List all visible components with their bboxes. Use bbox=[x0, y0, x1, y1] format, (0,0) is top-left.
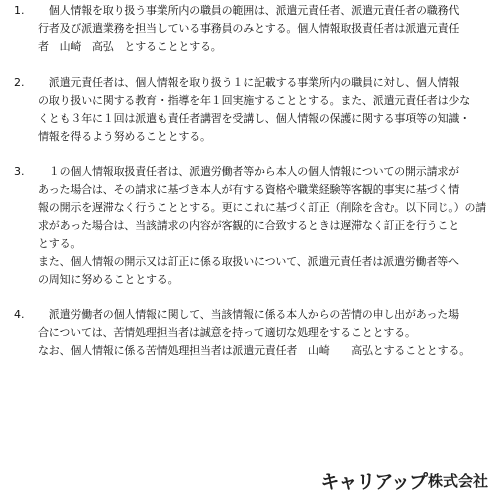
item-number: 3. bbox=[14, 165, 25, 178]
text-line: 情報を得るよう努めることとする。 bbox=[38, 130, 211, 143]
text-line: 求があった場合は、当該請求の内容が客観的に合致するときは遅滞なく訂正を行うこと bbox=[38, 219, 460, 232]
text-line: の取り扱いに関する教育・指導を年１回実施することとする。また、派遣元責任者は少な bbox=[38, 94, 470, 107]
item-body bbox=[38, 74, 498, 146]
item-body bbox=[38, 163, 498, 289]
item-number: 1. bbox=[14, 4, 25, 17]
text-line: 個人情報を取り扱う事業所内の職員の範囲は、派遣元責任者、派遣元責任者の職務代 bbox=[38, 4, 460, 17]
text-line: 者 山崎 高弘 とすることとする。 bbox=[38, 40, 222, 53]
text-line: 派遣労働者の個人情報に関して、当該情報に係る本人からの苦情の申し出があった場 bbox=[38, 308, 459, 321]
text-line: なお、個人情報に係る苦情処理担当者は派遣元責任者 山崎 高弘とすることとする。 bbox=[38, 344, 470, 357]
text-line: 報の開示を遅滞なく行うこととする。更にこれに基づく訂正（削除を含む。以下同じ。）の請 bbox=[38, 201, 487, 214]
text-line: 合については、苦情処理担当者は誠意を持って適切な処理をすることとする。 bbox=[38, 326, 416, 339]
logo-corp-text: 株式会社 bbox=[427, 471, 488, 490]
item-number: 2. bbox=[14, 76, 25, 89]
logo-brand-text: キャリアップ bbox=[320, 470, 427, 493]
text-line: あった場合は、その請求に基づき本人が有する資格や職業経験等客観的事実に基づく情 bbox=[38, 183, 460, 196]
text-line: の周知に努めることとする。 bbox=[38, 273, 179, 286]
text-line: また、個人情報の開示又は訂正に係る取扱いについて、派遣元責任者は派遣労働者等へ bbox=[38, 255, 459, 268]
text-line: 行者及び派遣業務を担当している事務員のみとする。個人情報取扱責任者は派遣元責任 bbox=[38, 22, 460, 35]
item-number: 4. bbox=[14, 308, 25, 321]
text-line: くとも３年に１回は派遣も責任者講習を受講し、個人情報の保護に関する事項等の知識・ bbox=[38, 112, 470, 125]
item-body bbox=[38, 306, 498, 360]
item-body bbox=[38, 2, 498, 56]
text-line: とする。 bbox=[38, 237, 82, 250]
company-logo bbox=[320, 468, 488, 492]
text-line: 派遣元責任者は、個人情報を取り扱う１に記載する事業所内の職員に対し、個人情報 bbox=[38, 76, 460, 89]
text-line: １の個人情報取扱責任者は、派遣労働者等から本人の個人情報についての開示請求が bbox=[38, 165, 459, 178]
